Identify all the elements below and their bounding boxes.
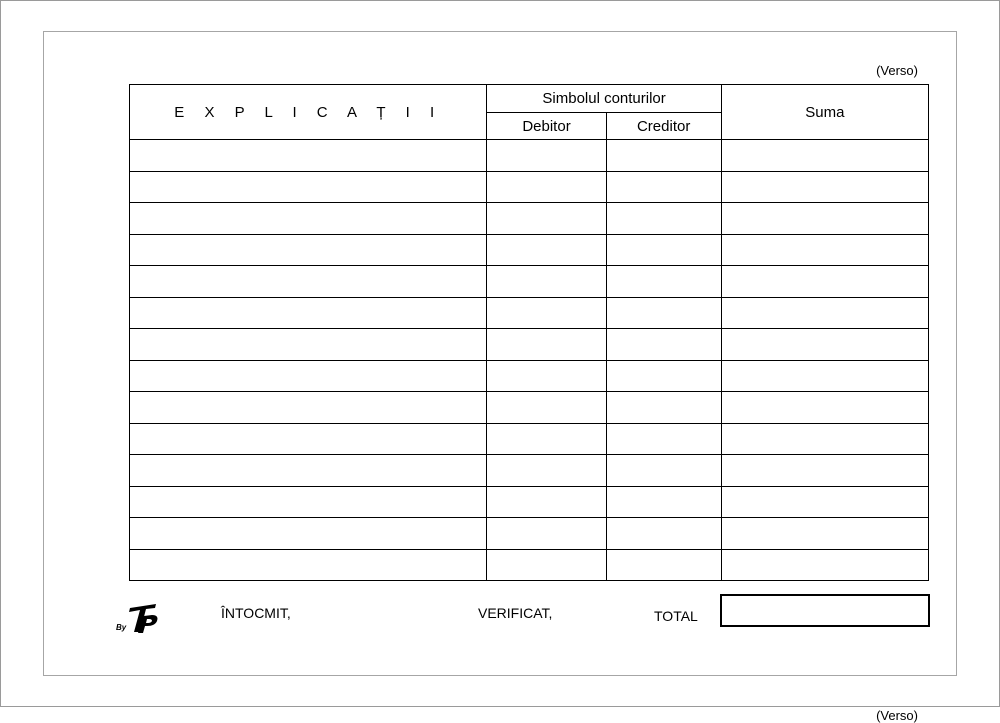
header-suma: Suma (721, 85, 928, 140)
cell-creditor[interactable] (606, 203, 721, 235)
cell-creditor[interactable] (606, 486, 721, 518)
accounting-table (129, 84, 929, 581)
cell-explicatii[interactable] (130, 423, 487, 455)
cell-debitor[interactable] (487, 329, 606, 361)
cell-debitor[interactable] (487, 549, 606, 581)
cell-debitor[interactable] (487, 266, 606, 298)
verificat-label: VERIFICAT, (478, 605, 553, 621)
cell-explicatii[interactable] (130, 329, 487, 361)
verso-label-top: (Verso) (876, 63, 918, 78)
cell-suma[interactable] (721, 203, 928, 235)
cell-explicatii[interactable] (130, 518, 487, 550)
verso-label-bottom: (Verso) (876, 708, 918, 723)
table-row (130, 392, 929, 424)
cell-debitor[interactable] (487, 360, 606, 392)
publisher-logo-icon (116, 600, 162, 636)
cell-debitor[interactable] (487, 518, 606, 550)
table-row (130, 518, 929, 550)
cell-creditor[interactable] (606, 455, 721, 487)
cell-suma[interactable] (721, 518, 928, 550)
cell-suma[interactable] (721, 171, 928, 203)
table-row (130, 297, 929, 329)
cell-explicatii[interactable] (130, 360, 487, 392)
cell-creditor[interactable] (606, 140, 721, 172)
header-explicatii: E X P L I C A Ț I I (130, 85, 487, 140)
cell-explicatii[interactable] (130, 171, 487, 203)
cell-explicatii[interactable] (130, 203, 487, 235)
cell-debitor[interactable] (487, 203, 606, 235)
cell-suma[interactable] (721, 234, 928, 266)
cell-debitor[interactable] (487, 140, 606, 172)
cell-creditor[interactable] (606, 360, 721, 392)
table-row (130, 455, 929, 487)
cell-suma[interactable] (721, 486, 928, 518)
table-row (130, 360, 929, 392)
cell-creditor[interactable] (606, 234, 721, 266)
cell-suma[interactable] (721, 392, 928, 424)
cell-suma[interactable] (721, 549, 928, 581)
cell-explicatii[interactable] (130, 266, 487, 298)
cell-suma[interactable] (721, 455, 928, 487)
cell-creditor[interactable] (606, 392, 721, 424)
cell-creditor[interactable] (606, 329, 721, 361)
table-row (130, 234, 929, 266)
cell-creditor[interactable] (606, 518, 721, 550)
cell-explicatii[interactable] (130, 392, 487, 424)
header-debitor: Debitor (487, 113, 606, 140)
cell-creditor[interactable] (606, 297, 721, 329)
cell-debitor[interactable] (487, 423, 606, 455)
cell-suma[interactable] (721, 266, 928, 298)
table-row (130, 203, 929, 235)
svg-text:By: By (116, 623, 127, 632)
table-row (130, 423, 929, 455)
table-row (130, 486, 929, 518)
cell-explicatii[interactable] (130, 486, 487, 518)
table-row (130, 140, 929, 172)
cell-explicatii[interactable] (130, 455, 487, 487)
cell-debitor[interactable] (487, 486, 606, 518)
table-row (130, 171, 929, 203)
cell-debitor[interactable] (487, 392, 606, 424)
cell-debitor[interactable] (487, 234, 606, 266)
cell-suma[interactable] (721, 297, 928, 329)
cell-creditor[interactable] (606, 549, 721, 581)
cell-creditor[interactable] (606, 423, 721, 455)
cell-debitor[interactable] (487, 297, 606, 329)
cell-suma[interactable] (721, 329, 928, 361)
intocmit-label: ÎNTOCMIT, (221, 605, 291, 621)
cell-debitor[interactable] (487, 171, 606, 203)
cell-suma[interactable] (721, 140, 928, 172)
header-simbolul-conturilor: Simbolul conturilor (487, 85, 721, 113)
table-body (130, 140, 929, 581)
table-row (130, 549, 929, 581)
cell-explicatii[interactable] (130, 234, 487, 266)
total-label: TOTAL (654, 608, 698, 624)
total-field[interactable] (720, 594, 930, 627)
cell-creditor[interactable] (606, 266, 721, 298)
table-row (130, 329, 929, 361)
cell-explicatii[interactable] (130, 140, 487, 172)
cell-creditor[interactable] (606, 171, 721, 203)
table-row (130, 266, 929, 298)
cell-suma[interactable] (721, 423, 928, 455)
cell-suma[interactable] (721, 360, 928, 392)
cell-debitor[interactable] (487, 455, 606, 487)
header-creditor: Creditor (606, 113, 721, 140)
cell-explicatii[interactable] (130, 549, 487, 581)
cell-explicatii[interactable] (130, 297, 487, 329)
